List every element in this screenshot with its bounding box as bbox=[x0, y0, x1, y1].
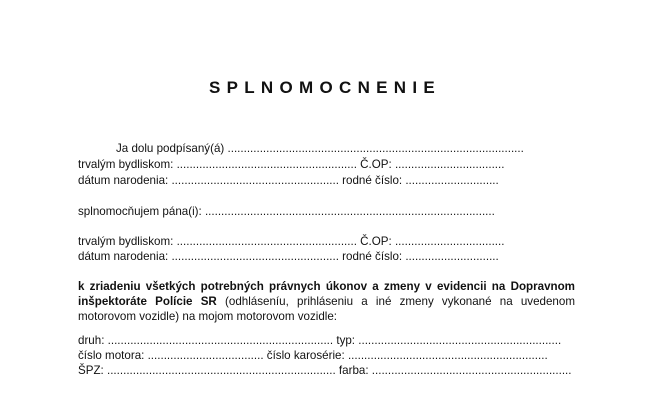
purpose-paragraph bbox=[78, 279, 575, 324]
signer-name-line: Ja dolu podpísaný(á) ............................................................................................ bbox=[116, 142, 524, 155]
purpose-bold-text: k zriadeniu všetkých potrebných právnych úkonov a zmeny v evidencii na Dopravnom inšpektoráte Polície SR bbox=[78, 280, 575, 308]
vehicle-plate-line: ŠPZ: ....................................................................... farba: .............................................................. bbox=[78, 364, 572, 377]
vehicle-type-line: druh: ...................................................................... typ: ............................................................... bbox=[78, 334, 562, 347]
signer-birth-line: dátum narodenia: .................................................... rodné číslo: ............................. bbox=[78, 174, 499, 187]
authorized-address-line: trvalým bydliskom: ........................................................ Č.OP: .................................. bbox=[78, 235, 505, 248]
authorized-birth-line: dátum narodenia: .................................................... rodné číslo: ............................. bbox=[78, 250, 499, 263]
purpose-rest-text: (odhláseníu, prihláseniu a iné zmeny vykonané na uvedenom motorovom vozidle) na mojom motorovom vozidle: bbox=[78, 295, 575, 323]
authorized-person-line: splnomocňujem pána(i): .......................................................................................... bbox=[78, 205, 495, 218]
signer-address-line: trvalým bydliskom: ........................................................ Č.OP: .................................. bbox=[78, 158, 505, 171]
document-title: SPLNOMOCNENIE bbox=[208, 78, 442, 97]
vehicle-engine-line: číslo motora: .................................... číslo karosérie: .............................................................. bbox=[78, 349, 548, 362]
